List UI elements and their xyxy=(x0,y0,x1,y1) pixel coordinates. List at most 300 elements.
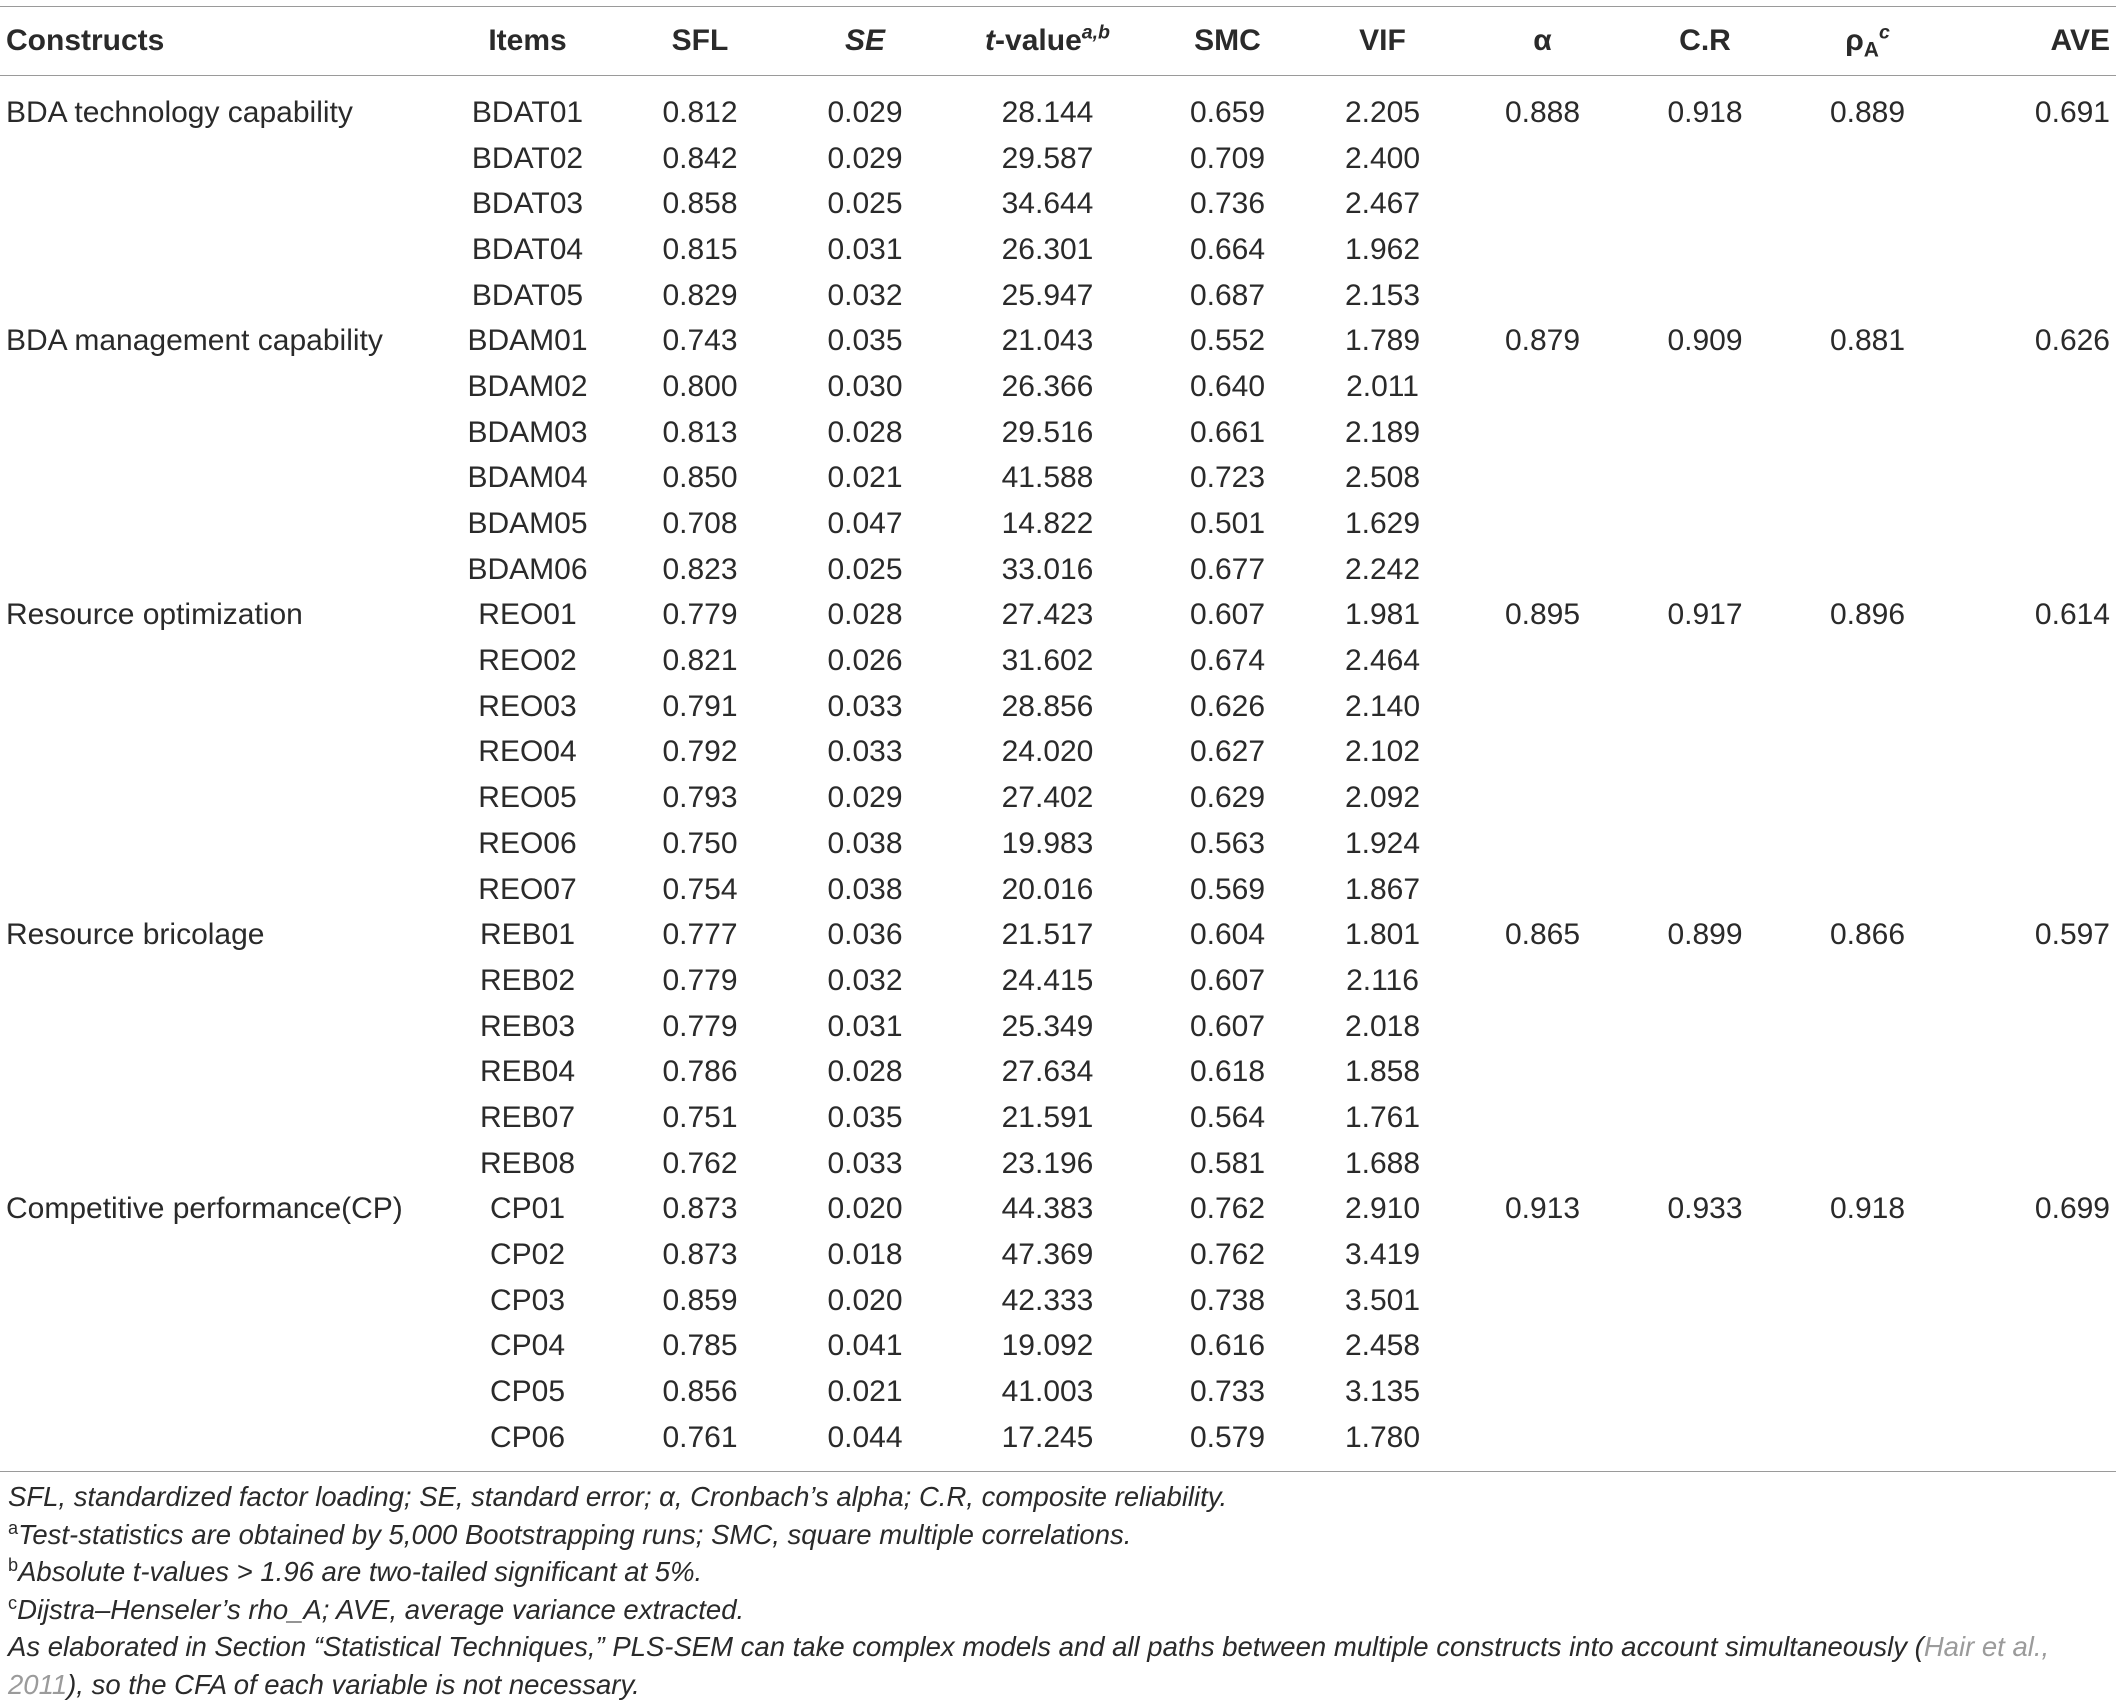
cell-construct xyxy=(0,1141,440,1187)
cell-sfl: 0.762 xyxy=(662,1146,738,1180)
cell-cr xyxy=(1625,273,1785,319)
cell-cr: 0.909 xyxy=(1667,324,1743,358)
cell-t-value: 26.366 xyxy=(1001,369,1094,403)
cell-item: CP05 xyxy=(489,1375,566,1409)
cell-alpha xyxy=(1460,1324,1625,1370)
cell-t-value: 21.591 xyxy=(1001,1100,1094,1134)
cell-se: 0.029 xyxy=(827,781,903,815)
cell-sfl: 0.821 xyxy=(662,644,738,678)
cell-ave: 0.691 xyxy=(2034,95,2110,129)
cell-smc: 0.738 xyxy=(1189,1283,1266,1317)
cell-vif: 3.419 xyxy=(1344,1238,1421,1272)
footnote-a: $^a$Test-statistics are obtained by 5,000 Bootstrapping runs; SMC, square multiple correlations. xyxy=(8,1517,1132,1550)
cell-rho-a xyxy=(1785,1141,1950,1187)
cell-item: REO06 xyxy=(478,826,577,860)
cell-se: 0.038 xyxy=(827,826,903,860)
cell-smc: 0.661 xyxy=(1189,415,1266,449)
cell-cr xyxy=(1625,227,1785,273)
cell-alpha xyxy=(1460,501,1625,547)
table-row xyxy=(0,958,2116,1004)
cell-t-value: 21.043 xyxy=(1001,324,1094,358)
cell-alpha xyxy=(1460,410,1625,456)
cell-item: REB08 xyxy=(479,1146,576,1180)
table-row xyxy=(0,593,2116,639)
cell-construct xyxy=(0,1004,440,1050)
cell-alpha xyxy=(1460,136,1625,182)
cell-alpha xyxy=(1460,1095,1625,1141)
cell-cr xyxy=(1625,1049,1785,1095)
cell-t-value: 27.423 xyxy=(1001,598,1094,632)
cell-cr: 0.899 xyxy=(1667,918,1743,952)
cell-ave xyxy=(1950,1004,2116,1050)
cell-ave xyxy=(1950,1232,2116,1278)
table-row xyxy=(0,501,2116,547)
header-cr: C.R xyxy=(1625,7,1785,76)
cell-vif: 2.242 xyxy=(1344,552,1421,586)
cell-alpha xyxy=(1460,1141,1625,1187)
cell-alpha xyxy=(1460,1369,1625,1415)
cell-cr xyxy=(1625,1369,1785,1415)
cell-ave xyxy=(1950,501,2116,547)
cell-construct xyxy=(0,775,440,821)
cell-se: 0.020 xyxy=(827,1283,903,1317)
table-row xyxy=(0,456,2116,502)
cell-t-value: 29.516 xyxy=(1001,415,1094,449)
cell-t-value: 17.245 xyxy=(945,1415,1150,1471)
cell-smc: 0.709 xyxy=(1189,141,1266,175)
cell-smc: 0.629 xyxy=(1189,781,1266,815)
cell-smc: 0.607 xyxy=(1189,1009,1266,1043)
cell-ave xyxy=(1950,1049,2116,1095)
cell-alpha xyxy=(1460,547,1625,593)
cell-ave xyxy=(1950,1141,2116,1187)
cell-cr: 0.933 xyxy=(1667,1192,1743,1226)
cell-rho-a: 0.889 xyxy=(1829,95,1906,129)
cell-alpha xyxy=(1460,775,1625,821)
cell-t-value: 23.196 xyxy=(1001,1146,1094,1180)
cell-ave xyxy=(1950,867,2116,913)
cell-ave xyxy=(1950,1278,2116,1324)
cell-item: BDAT01 xyxy=(471,95,584,129)
cell-t-value: 47.369 xyxy=(1001,1238,1094,1272)
table-row xyxy=(0,1324,2116,1370)
cell-se: 0.032 xyxy=(827,278,903,312)
cell-item: REO04 xyxy=(478,735,577,769)
header-smc: SMC xyxy=(1150,7,1305,76)
cell-sfl: 0.708 xyxy=(662,507,738,541)
cell-se: 0.021 xyxy=(827,461,903,495)
cell-se: 0.038 xyxy=(827,872,903,906)
cell-item: BDAM06 xyxy=(467,552,588,586)
cell-construct xyxy=(0,821,440,867)
cell-vif: 1.924 xyxy=(1344,826,1421,860)
cell-t-value: 25.947 xyxy=(1001,278,1094,312)
table-row xyxy=(0,364,2116,410)
cell-item: REB04 xyxy=(479,1055,576,1089)
cell-se: 0.033 xyxy=(827,689,903,723)
cell-alpha xyxy=(1460,1278,1625,1324)
cell-ave: 0.597 xyxy=(2034,918,2110,952)
cell-t-value: 27.634 xyxy=(1001,1055,1094,1089)
cell-se: 0.041 xyxy=(827,1329,903,1363)
cell-smc: 0.723 xyxy=(1189,461,1266,495)
cell-rho-a xyxy=(1785,547,1950,593)
cell-ave xyxy=(1950,730,2116,776)
cell-t-value: 33.016 xyxy=(1001,552,1094,586)
cell-cr xyxy=(1625,821,1785,867)
cell-se: 0.021 xyxy=(827,1375,903,1409)
cell-alpha xyxy=(1460,181,1625,227)
cell-construct xyxy=(0,1095,440,1141)
cell-construct xyxy=(0,227,440,273)
cell-smc: 0.564 xyxy=(1189,1100,1266,1134)
cell-alpha: 0.913 xyxy=(1504,1192,1581,1226)
cell-item: CP04 xyxy=(489,1329,566,1363)
cell-vif: 2.910 xyxy=(1344,1192,1421,1226)
cell-item: REO02 xyxy=(478,644,577,678)
cell-sfl: 0.779 xyxy=(662,963,738,997)
cell-cr xyxy=(1625,730,1785,776)
cell-ave xyxy=(1950,638,2116,684)
cell-smc: 0.501 xyxy=(1189,507,1266,541)
cell-cr xyxy=(1625,456,1785,502)
cell-rho-a xyxy=(1785,227,1950,273)
cell-rho-a xyxy=(1785,867,1950,913)
cell-t-value: 42.333 xyxy=(1001,1283,1094,1317)
cell-construct xyxy=(0,456,440,502)
cell-sfl: 0.800 xyxy=(662,369,738,403)
table-row xyxy=(0,1187,2116,1233)
cell-ave xyxy=(1950,364,2116,410)
cell-ave xyxy=(1950,136,2116,182)
cell-construct: Resource bricolage xyxy=(6,918,265,952)
table-row xyxy=(0,227,2116,273)
cell-construct xyxy=(0,501,440,547)
cell-smc: 0.640 xyxy=(1189,369,1266,403)
cell-alpha xyxy=(1460,730,1625,776)
cell-item: CP03 xyxy=(489,1283,566,1317)
cell-ave xyxy=(1950,410,2116,456)
cell-sfl: 0.856 xyxy=(662,1375,738,1409)
cell-construct xyxy=(0,273,440,319)
cell-item: CP06 xyxy=(440,1415,615,1471)
cell-rho-a: 0.866 xyxy=(1829,918,1906,952)
cell-se: 0.035 xyxy=(827,1100,903,1134)
citation-link[interactable]: Hair et al., 2011 xyxy=(8,1631,2050,1700)
cell-vif: 2.205 xyxy=(1344,95,1421,129)
cell-ave xyxy=(1950,547,2116,593)
cell-construct xyxy=(0,181,440,227)
cell-construct xyxy=(0,1369,440,1415)
footnote-c: $^c$Dijstra–Henseler’s rho_A; AVE, average variance extracted. xyxy=(8,1592,745,1625)
cell-rho-a: 0.896 xyxy=(1829,598,1906,632)
cell-smc: 0.627 xyxy=(1189,735,1266,769)
cell-smc: 0.664 xyxy=(1189,232,1266,266)
cell-rho-a xyxy=(1785,958,1950,1004)
cell-se: 0.047 xyxy=(827,507,903,541)
cell-vif: 1.780 xyxy=(1305,1415,1460,1471)
cell-cr xyxy=(1625,638,1785,684)
table-row xyxy=(0,76,2116,136)
cell-cr xyxy=(1625,1232,1785,1278)
cell-ave: 0.626 xyxy=(2034,324,2110,358)
header-vif: VIF xyxy=(1305,7,1460,76)
cell-sfl: 0.850 xyxy=(662,461,738,495)
cell-se: 0.028 xyxy=(827,415,903,449)
cell-t-value: 29.587 xyxy=(1001,141,1094,175)
cell-ave xyxy=(1950,1324,2116,1370)
cell-item: REO05 xyxy=(478,781,577,815)
cell-ave: 0.699 xyxy=(2034,1192,2110,1226)
cell-se: 0.036 xyxy=(827,918,903,952)
cell-sfl: 0.792 xyxy=(662,735,738,769)
cell-construct xyxy=(0,1324,440,1370)
cell-cr xyxy=(1625,1324,1785,1370)
cell-alpha: 0.895 xyxy=(1504,598,1581,632)
cell-smc: 0.579 xyxy=(1150,1415,1305,1471)
cell-t-value: 19.983 xyxy=(1001,826,1094,860)
cell-sfl: 0.858 xyxy=(662,187,738,221)
cell-cr: 0.918 xyxy=(1667,95,1743,129)
cell-construct: Competitive performance(CP) xyxy=(6,1192,403,1226)
cell-construct xyxy=(0,547,440,593)
table-row xyxy=(0,1232,2116,1278)
cell-ave xyxy=(1950,273,2116,319)
cell-cr xyxy=(1625,1141,1785,1187)
cell-t-value: 25.349 xyxy=(1001,1009,1094,1043)
header-constructs: Constructs xyxy=(0,7,440,76)
cell-cr xyxy=(1625,1415,1785,1471)
cell-vif: 1.867 xyxy=(1344,872,1421,906)
cell-sfl: 0.761 xyxy=(615,1415,785,1471)
table-footnotes xyxy=(8,1478,2108,1703)
cell-cr xyxy=(1625,867,1785,913)
cell-item: REB03 xyxy=(479,1009,576,1043)
cell-t-value: 28.144 xyxy=(1001,95,1094,129)
cell-item: BDAT04 xyxy=(471,232,584,266)
cell-vif: 1.981 xyxy=(1344,598,1421,632)
cell-item: BDAT05 xyxy=(471,278,584,312)
cell-alpha xyxy=(1460,364,1625,410)
cell-cr xyxy=(1625,775,1785,821)
cell-cr xyxy=(1625,958,1785,1004)
cell-alpha xyxy=(1460,867,1625,913)
cell-sfl: 0.873 xyxy=(662,1238,738,1272)
cell-cr xyxy=(1625,1095,1785,1141)
cell-item: CP02 xyxy=(489,1238,566,1272)
cell-vif: 2.102 xyxy=(1344,735,1421,769)
cell-item: REB02 xyxy=(479,963,576,997)
cell-t-value: 41.003 xyxy=(1001,1375,1094,1409)
table-row xyxy=(0,775,2116,821)
cell-rho-a xyxy=(1785,273,1950,319)
cell-sfl: 0.823 xyxy=(662,552,738,586)
cell-alpha: 0.879 xyxy=(1504,324,1581,358)
cell-rho-a xyxy=(1785,410,1950,456)
cell-construct xyxy=(0,684,440,730)
cell-vif: 2.508 xyxy=(1344,461,1421,495)
cell-alpha xyxy=(1460,638,1625,684)
cell-ave: 0.614 xyxy=(2034,598,2110,632)
cell-construct xyxy=(0,136,440,182)
cell-smc: 0.687 xyxy=(1189,278,1266,312)
cell-sfl: 0.813 xyxy=(662,415,738,449)
table-row xyxy=(0,1141,2116,1187)
table-row xyxy=(0,1004,2116,1050)
table-row xyxy=(0,1369,2116,1415)
cell-vif: 1.858 xyxy=(1344,1055,1421,1089)
measurement-model-table xyxy=(0,6,2116,1472)
cell-cr xyxy=(1625,684,1785,730)
cell-se: 0.026 xyxy=(827,644,903,678)
footnote-explanation: As elaborated in Section “Statistical Techniques,” PLS-SEM can take complex models and all paths between multiple constructs into account simultaneously (Hair et al., 2011), so the CFA of each variable is not necessary. xyxy=(8,1631,2050,1700)
cell-vif: 2.140 xyxy=(1344,689,1421,723)
table-row xyxy=(0,273,2116,319)
cell-se: 0.031 xyxy=(827,1009,903,1043)
cell-ave xyxy=(1950,227,2116,273)
cell-sfl: 0.785 xyxy=(662,1329,738,1363)
cell-se: 0.029 xyxy=(827,95,903,129)
cell-t-value: 24.415 xyxy=(1001,963,1094,997)
cell-item: BDAT03 xyxy=(471,187,584,221)
header-se: SE xyxy=(785,7,945,76)
cell-smc: 0.569 xyxy=(1189,872,1266,906)
cell-construct xyxy=(0,1278,440,1324)
cell-se: 0.030 xyxy=(827,369,903,403)
header-rho-a: $\rho_A^c$ xyxy=(1785,7,1950,76)
cell-smc: 0.762 xyxy=(1189,1192,1266,1226)
cell-item: BDAM03 xyxy=(467,415,588,449)
cell-rho-a xyxy=(1785,730,1950,776)
cell-rho-a xyxy=(1785,364,1950,410)
header-items: Items xyxy=(440,7,615,76)
cell-cr xyxy=(1625,1004,1785,1050)
cell-ave xyxy=(1950,684,2116,730)
cell-item: REO07 xyxy=(478,872,577,906)
cell-t-value: 28.856 xyxy=(1001,689,1094,723)
cell-ave xyxy=(1950,775,2116,821)
cell-smc: 0.563 xyxy=(1189,826,1266,860)
cell-item: REB01 xyxy=(479,918,576,952)
cell-cr xyxy=(1625,1278,1785,1324)
cell-rho-a xyxy=(1785,1004,1950,1050)
cell-se: 0.031 xyxy=(827,232,903,266)
cell-sfl: 0.859 xyxy=(662,1283,738,1317)
table-row xyxy=(0,181,2116,227)
cell-vif: 1.629 xyxy=(1344,507,1421,541)
cell-construct xyxy=(0,1415,440,1471)
cell-construct xyxy=(0,958,440,1004)
cell-smc: 0.604 xyxy=(1189,918,1266,952)
cell-alpha xyxy=(1460,227,1625,273)
cell-rho-a xyxy=(1785,1415,1950,1471)
cell-ave xyxy=(1950,958,2116,1004)
cell-item: REO03 xyxy=(478,689,577,723)
cell-cr xyxy=(1625,136,1785,182)
header-row xyxy=(0,7,2116,76)
table-row xyxy=(0,912,2116,958)
table-row xyxy=(0,821,2116,867)
cell-rho-a xyxy=(1785,1049,1950,1095)
cell-vif: 2.116 xyxy=(1346,963,1419,997)
cell-sfl: 0.793 xyxy=(662,781,738,815)
cell-rho-a xyxy=(1785,1369,1950,1415)
cell-alpha xyxy=(1460,1049,1625,1095)
cell-ave xyxy=(1950,181,2116,227)
table-row xyxy=(0,318,2116,364)
cell-alpha xyxy=(1460,821,1625,867)
cell-vif: 2.018 xyxy=(1344,1009,1421,1043)
table-row xyxy=(0,1049,2116,1095)
cell-cr xyxy=(1625,410,1785,456)
cell-se: 0.018 xyxy=(827,1238,903,1272)
cell-vif: 2.400 xyxy=(1344,141,1421,175)
cell-item: BDAM01 xyxy=(467,324,588,358)
cell-vif: 1.789 xyxy=(1344,324,1421,358)
cell-vif: 3.135 xyxy=(1344,1375,1421,1409)
cell-se: 0.032 xyxy=(827,963,903,997)
cell-rho-a xyxy=(1785,501,1950,547)
cell-vif: 2.189 xyxy=(1344,415,1421,449)
cell-smc: 0.616 xyxy=(1189,1329,1266,1363)
cell-cr xyxy=(1625,501,1785,547)
cell-rho-a xyxy=(1785,1095,1950,1141)
cell-vif: 2.464 xyxy=(1344,644,1421,678)
table-row xyxy=(0,684,2116,730)
cell-smc: 0.736 xyxy=(1189,187,1266,221)
cell-t-value: 14.822 xyxy=(1001,507,1094,541)
cell-sfl: 0.779 xyxy=(662,1009,738,1043)
table-row xyxy=(0,136,2116,182)
cell-alpha xyxy=(1460,456,1625,502)
cell-alpha xyxy=(1460,1232,1625,1278)
cell-ave xyxy=(1950,456,2116,502)
cell-t-value: 21.517 xyxy=(1001,918,1094,952)
cell-se: 0.033 xyxy=(827,1146,903,1180)
cell-construct xyxy=(0,638,440,684)
cell-construct xyxy=(0,1232,440,1278)
cell-construct xyxy=(0,867,440,913)
cell-alpha xyxy=(1460,958,1625,1004)
cell-se: 0.033 xyxy=(827,735,903,769)
cell-t-value: 44.383 xyxy=(1001,1192,1094,1226)
table-row xyxy=(0,730,2116,776)
cell-rho-a xyxy=(1785,1232,1950,1278)
footnote-abbreviations: SFL, standardized factor loading; SE, standard error; α, Cronbach’s alpha; C.R, composite reliability. xyxy=(8,1481,1228,1512)
header-ave: AVE xyxy=(1950,7,2116,76)
cell-vif: 2.092 xyxy=(1344,781,1421,815)
cell-sfl: 0.754 xyxy=(662,872,738,906)
cell-rho-a xyxy=(1785,181,1950,227)
cell-vif: 1.688 xyxy=(1344,1146,1421,1180)
cell-smc: 0.762 xyxy=(1189,1238,1266,1272)
cell-construct: BDA technology capability xyxy=(6,95,353,129)
cell-construct xyxy=(0,364,440,410)
cell-smc: 0.733 xyxy=(1189,1375,1266,1409)
cell-vif: 1.962 xyxy=(1344,232,1421,266)
cell-item: REB07 xyxy=(479,1100,576,1134)
cell-rho-a xyxy=(1785,456,1950,502)
header-sfl: SFL xyxy=(615,7,785,76)
header-alpha: α xyxy=(1460,7,1625,76)
cell-se: 0.029 xyxy=(827,141,903,175)
table-row xyxy=(0,1095,2116,1141)
cell-alpha: 0.865 xyxy=(1504,918,1581,952)
cell-ave xyxy=(1950,1369,2116,1415)
cell-rho-a: 0.881 xyxy=(1829,324,1906,358)
cell-alpha: 0.888 xyxy=(1504,95,1581,129)
cell-smc: 0.626 xyxy=(1189,689,1266,723)
